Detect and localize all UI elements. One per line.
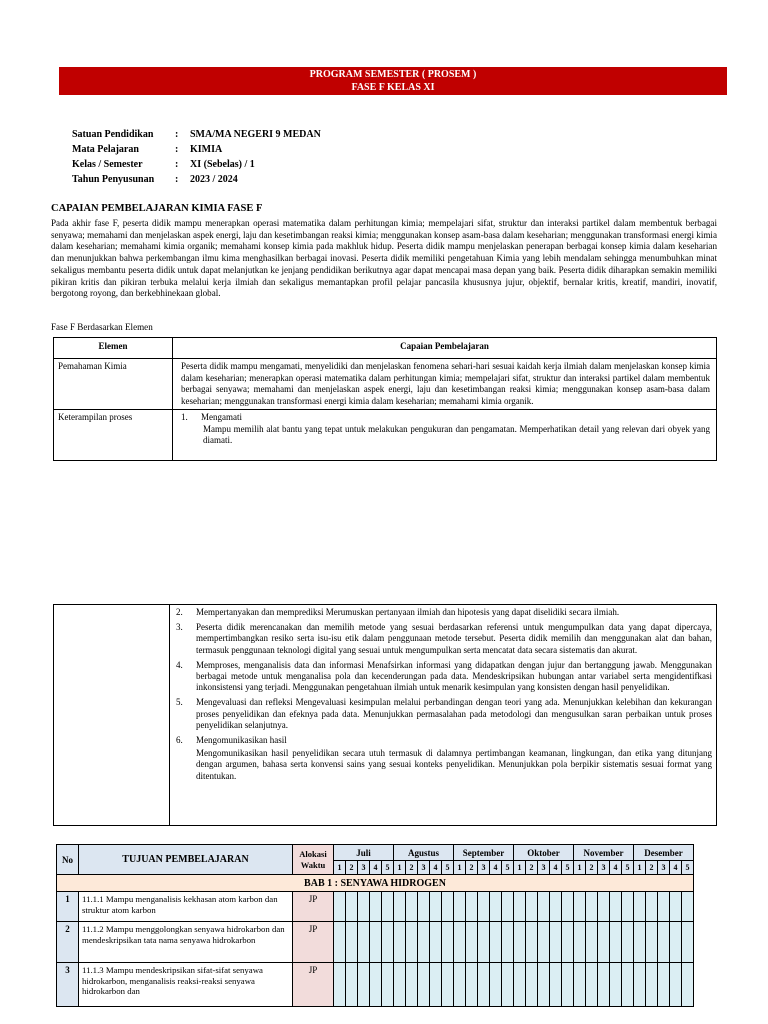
info-colon: : (175, 159, 179, 170)
week-cell[interactable] (550, 892, 562, 922)
week-cell[interactable] (622, 892, 634, 922)
week-number: 5 (502, 861, 514, 875)
week-cell[interactable] (598, 892, 610, 922)
week-cell[interactable] (610, 963, 622, 1007)
week-number: 5 (562, 861, 574, 875)
week-cell[interactable] (538, 963, 550, 1007)
week-cell[interactable] (622, 922, 634, 963)
week-number: 5 (442, 861, 454, 875)
table-row (57, 963, 694, 1007)
week-cell[interactable] (490, 963, 502, 1007)
title-banner (59, 67, 727, 95)
week-cell[interactable] (586, 963, 598, 1007)
item-title: Mengomunikasikan hasil (196, 735, 287, 746)
week-cell[interactable] (526, 922, 538, 963)
week-cell[interactable] (610, 922, 622, 963)
week-cell[interactable] (382, 892, 394, 922)
week-cell[interactable] (634, 922, 646, 963)
week-cell[interactable] (382, 963, 394, 1007)
week-cell[interactable] (358, 922, 370, 963)
week-cell[interactable] (658, 892, 670, 922)
week-cell[interactable] (562, 892, 574, 922)
week-cell[interactable] (514, 892, 526, 922)
week-cell[interactable] (682, 963, 694, 1007)
title-line-1: PROGRAM SEMESTER ( PROSEM ) (309, 69, 477, 80)
fase-label: Fase F Berdasarkan Elemen (51, 322, 153, 332)
info-label: Mata Pelajaran (72, 144, 139, 155)
week-number: 4 (490, 861, 502, 875)
week-cell[interactable] (454, 922, 466, 963)
week-number: 4 (430, 861, 442, 875)
week-cell[interactable] (418, 922, 430, 963)
table-row (57, 892, 694, 922)
week-cell[interactable] (502, 922, 514, 963)
week-cell[interactable] (490, 922, 502, 963)
week-cell[interactable] (514, 922, 526, 963)
week-cell[interactable] (538, 922, 550, 963)
week-cell[interactable] (538, 892, 550, 922)
alokasi-cell: JP (293, 963, 334, 1007)
row-number: 1 (57, 892, 79, 922)
list-item (176, 697, 712, 731)
col-header-elemen: Elemen (54, 338, 173, 359)
week-number: 5 (622, 861, 634, 875)
week-cell[interactable] (358, 963, 370, 1007)
table-row (57, 922, 694, 963)
col-header-alokasi: Alokasi Waktu (293, 845, 334, 875)
elemen-cell: Keterampilan proses (54, 410, 173, 461)
week-cell[interactable] (562, 963, 574, 1007)
identity-info (72, 127, 321, 187)
week-number: 2 (646, 861, 658, 875)
month-header: Juli (334, 845, 394, 861)
capaian-cell: Peserta didik mampu mengamati, menyelidiki dan menjelaskan fenomena sehari-hari sesuai kaidah kerja ilmiah dalam menjelaskan konsep kimia dalam keseharian; menerapkan operasi matematika dalam perhitungan kimia; mempelajari sifat, struktur dan interaksi partikel dalam membentuk berbagai senyawa; memahami dan menjelaskan aspek energi, laju dan kesetimbangan reaksi kimia; menggunakan konsep asam-basa dalam keseharian; menggunakan transformasi energi kimia dalam keseharian; memahami kimia organik. (173, 359, 717, 410)
elemen-cell: Pemahaman Kimia (54, 359, 173, 410)
week-number: 4 (370, 861, 382, 875)
week-cell[interactable] (682, 922, 694, 963)
week-number: 3 (538, 861, 550, 875)
week-number: 3 (598, 861, 610, 875)
col-header-capaian: Capaian Pembelajaran (173, 338, 717, 359)
week-cell[interactable] (598, 963, 610, 1007)
week-cell[interactable] (394, 892, 406, 922)
tujuan-cell: 11.1.3 Mampu mendeskripsikan sifat-sifat senyawa hidrokarbon, menganalisis reaksi-reaksi senyawa hidrokarbon dan (79, 963, 293, 1007)
week-cell[interactable] (646, 892, 658, 922)
week-cell[interactable] (406, 922, 418, 963)
week-number: 3 (478, 861, 490, 875)
info-row (72, 157, 321, 172)
week-cell[interactable] (574, 922, 586, 963)
list-item (176, 735, 712, 746)
month-header: September (454, 845, 514, 861)
week-cell[interactable] (370, 922, 382, 963)
item-text: Memproses, menganalisis data dan informasi Menafsirkan informasi yang didapatkan dengan jujur dan bertanggung jawab. Menggunakan berbagai metode untuk menganalisa pola dan kecenderungan pada data. Mendeskripsikan hubungan antar variabel serta mengidentifkasi inkonsistensi yang terjadi. Menggunakan pengetahuan ilmiah untuk menarik kesimpulan yang konsisten dengan hasil penyelidikan. (196, 659, 712, 693)
list-item (176, 622, 712, 656)
col-header-no: No (57, 845, 79, 875)
week-number: 1 (394, 861, 406, 875)
week-cell[interactable] (442, 892, 454, 922)
week-number: 3 (658, 861, 670, 875)
info-row (72, 127, 321, 142)
week-cell[interactable] (634, 892, 646, 922)
week-cell[interactable] (478, 892, 490, 922)
week-cell[interactable] (682, 892, 694, 922)
week-cell[interactable] (454, 963, 466, 1007)
week-cell[interactable] (358, 892, 370, 922)
week-cell[interactable] (334, 892, 346, 922)
col-header-tp: TUJUAN PEMBELAJARAN (79, 845, 293, 875)
week-cell[interactable] (478, 963, 490, 1007)
week-cell[interactable] (454, 892, 466, 922)
column-divider (169, 605, 170, 825)
week-cell[interactable] (598, 922, 610, 963)
item-number: 3. (176, 622, 183, 633)
week-number: 1 (574, 861, 586, 875)
week-cell[interactable] (622, 963, 634, 1007)
week-cell[interactable] (430, 892, 442, 922)
info-label: Satuan Pendidikan (72, 129, 154, 140)
week-cell[interactable] (442, 963, 454, 1007)
week-cell[interactable] (346, 963, 358, 1007)
week-number: 2 (406, 861, 418, 875)
info-value: XI (Sebelas) / 1 (190, 159, 255, 170)
week-cell[interactable] (442, 922, 454, 963)
week-number: 2 (466, 861, 478, 875)
info-value: KIMIA (190, 144, 223, 155)
week-cell[interactable] (430, 922, 442, 963)
elemen-table (53, 337, 717, 461)
item-number: 1. (181, 412, 188, 422)
week-number: 4 (670, 861, 682, 875)
alokasi-cell: JP (293, 892, 334, 922)
week-cell[interactable] (490, 892, 502, 922)
info-value: SMA/MA NEGERI 9 MEDAN (190, 129, 321, 140)
week-cell[interactable] (658, 963, 670, 1007)
week-cell[interactable] (646, 963, 658, 1007)
month-header: Oktober (514, 845, 574, 861)
list-item (176, 607, 712, 618)
week-cell[interactable] (574, 963, 586, 1007)
info-colon: : (175, 129, 179, 140)
item-text: Peserta didik merencanakan dan memilih metode yang sesuai berdasarkan referensi untuk mengumpulkan data yang dapat dipercaya, mempertimbangkan resiko serta isu-isu etik dalam penggunaan metode tersebut. Peserta didik memilih dan menggunakan alat dan bahan, termasuk penggunaan teknologi digital yang sesuai untuk mengumpulkan serta mencatat data secara sistematis dan akurat. (196, 622, 712, 655)
week-cell[interactable] (346, 892, 358, 922)
item-title: Mengamati (201, 412, 242, 422)
item-text: Mempertanyakan dan memprediksi Merumuskan pertanyaan ilmiah dan hipotesis yang dapat diselidiki secara ilmiah. (196, 607, 620, 617)
week-number: 5 (382, 861, 394, 875)
week-cell[interactable] (550, 963, 562, 1007)
list-item (176, 660, 712, 694)
item-description: Mengomunikasikan hasil penyelidikan secara utuh termasuk di dalamnya pertimbangan keamanan, lingkungan, dan etika yang ditunjang dengan argumen, bahasa serta konvensi sains yang sesuai konteks penyelidikan. Menunjukkan pola berpikir sistematis sesuai format yang ditentukan. (196, 748, 712, 781)
item-number: 6. (176, 735, 183, 746)
item-number: 2. (176, 607, 183, 617)
week-cell[interactable] (526, 963, 538, 1007)
info-row (72, 142, 321, 157)
week-number: 1 (634, 861, 646, 875)
week-cell[interactable] (466, 892, 478, 922)
title-line-2: FASE F KELAS XI (351, 82, 435, 93)
week-cell[interactable] (418, 892, 430, 922)
info-label: Kelas / Semester (72, 159, 143, 170)
week-cell[interactable] (478, 922, 490, 963)
week-number: 3 (418, 861, 430, 875)
week-cell[interactable] (526, 892, 538, 922)
week-number: 3 (358, 861, 370, 875)
capaian-cell (173, 410, 717, 461)
week-cell[interactable] (346, 922, 358, 963)
week-cell[interactable] (634, 963, 646, 1007)
week-cell[interactable] (586, 922, 598, 963)
row-number: 3 (57, 963, 79, 1007)
alokasi-cell: JP (293, 922, 334, 963)
week-cell[interactable] (334, 963, 346, 1007)
item-description: Mampu memilih alat bantu yang tepat untuk melakukan pengukuran dan pengamatan. Memperhatikan detail yang relevan dari obyek yang diamati. (203, 423, 710, 445)
list-item (181, 412, 710, 424)
week-cell[interactable] (502, 892, 514, 922)
week-number: 1 (514, 861, 526, 875)
capaian-title: CAPAIAN PEMBELAJARAN KIMIA FASE F (51, 203, 263, 214)
week-cell[interactable] (562, 922, 574, 963)
week-number: 1 (454, 861, 466, 875)
continued-table (53, 604, 717, 826)
info-value: 2023 / 2024 (190, 174, 238, 185)
week-cell[interactable] (670, 922, 682, 963)
week-cell[interactable] (502, 963, 514, 1007)
week-number: 2 (526, 861, 538, 875)
continued-content (176, 607, 712, 782)
week-cell[interactable] (466, 922, 478, 963)
week-cell[interactable] (670, 963, 682, 1007)
week-cell[interactable] (406, 963, 418, 1007)
week-cell[interactable] (574, 892, 586, 922)
item-number: 4. (176, 659, 183, 670)
week-number: 4 (610, 861, 622, 875)
week-number: 2 (586, 861, 598, 875)
bab-title: BAB 1 : SENYAWA HIDROGEN (57, 875, 694, 892)
week-cell[interactable] (646, 922, 658, 963)
week-cell[interactable] (430, 963, 442, 1007)
month-header: Desember (634, 845, 694, 861)
week-cell[interactable] (370, 892, 382, 922)
week-number: 5 (682, 861, 694, 875)
info-colon: : (175, 144, 179, 155)
tujuan-cell: 11.1.1 Mampu menganalisis kekhasan atom karbon dan struktur atom karbon (79, 892, 293, 922)
week-cell[interactable] (658, 922, 670, 963)
item-text: Mengevaluasi dan refleksi Mengevaluasi kesimpulan melalui perbandingan dengan teori yang ada. Menunjukkan kelebihan dan kekurangan proses penyelidikan dan efeknya pada data. Menunjukkan permasalahan pada metodologi dan mengusulkan saran perbaikan untuk proses penyelidikan selanjutnya. (196, 697, 712, 730)
week-cell[interactable] (514, 963, 526, 1007)
week-cell[interactable] (394, 963, 406, 1007)
capaian-paragraph: Pada akhir fase F, peserta didik mampu menerapkan operasi matematika dalam perhitungan kimia; mempelajari sifat, struktur dan interaksi partikel dalam membentuk berbagai senyawa; memahami dan menjelaskan aspek energi, laju dan kesetimbangan reaksi kimia; menggunakan konsep asam-basa dalam keseharian; menggunakan transformasi energi kimia dalam keseharian; memahami kimia organik; memahami konsep kimia pada makhluk hidup. Peserta didik mampu menjelaskan penerapan berbagai konsep kimia dalam keseharian dan menunjukkan bahwa perkembangan ilmu kima menghasilkan berbagai inovasi. Peserta didik memiliki pengetahuan Kimia yang lebih mendalam sehingga menumbuhkan minat sekaligus membantu peserta didik untuk dapat melanjutkan ke jenjang pendidikan berikutnya agar dapat mencapai masa depan yang baik. Peserta didik diharapkan semakin memiliki pikiran kritis dan pikiran terbuka melalui kerja ilmiah dan sekaligus memantapkan profil pelajar pancasila khususnya jujur, objektif, bernalar kritis, kreatif, mandiri, inovatif, bergotong royong, dan berkebhinekaan global. (51, 218, 717, 299)
week-cell[interactable] (670, 892, 682, 922)
week-number: 4 (550, 861, 562, 875)
week-cell[interactable] (550, 922, 562, 963)
week-cell[interactable] (394, 922, 406, 963)
week-cell[interactable] (586, 892, 598, 922)
info-row (72, 172, 321, 187)
row-number: 2 (57, 922, 79, 963)
info-label: Tahun Penyusunan (72, 174, 155, 185)
week-cell[interactable] (418, 963, 430, 1007)
week-cell[interactable] (466, 963, 478, 1007)
month-header: November (574, 845, 634, 861)
week-number: 1 (334, 861, 346, 875)
week-cell[interactable] (370, 963, 382, 1007)
month-header: Agustus (394, 845, 454, 861)
week-cell[interactable] (406, 892, 418, 922)
week-number: 2 (346, 861, 358, 875)
info-colon: : (175, 174, 179, 185)
week-cell[interactable] (382, 922, 394, 963)
week-cell[interactable] (334, 922, 346, 963)
week-cell[interactable] (610, 892, 622, 922)
item-number: 5. (176, 697, 183, 708)
schedule-table (56, 844, 694, 1007)
tujuan-cell: 11.1.2 Mampu menggolongkan senyawa hidrokarbon dan mendeskripsikan tata nama senyawa hidrokarbon (79, 922, 293, 963)
